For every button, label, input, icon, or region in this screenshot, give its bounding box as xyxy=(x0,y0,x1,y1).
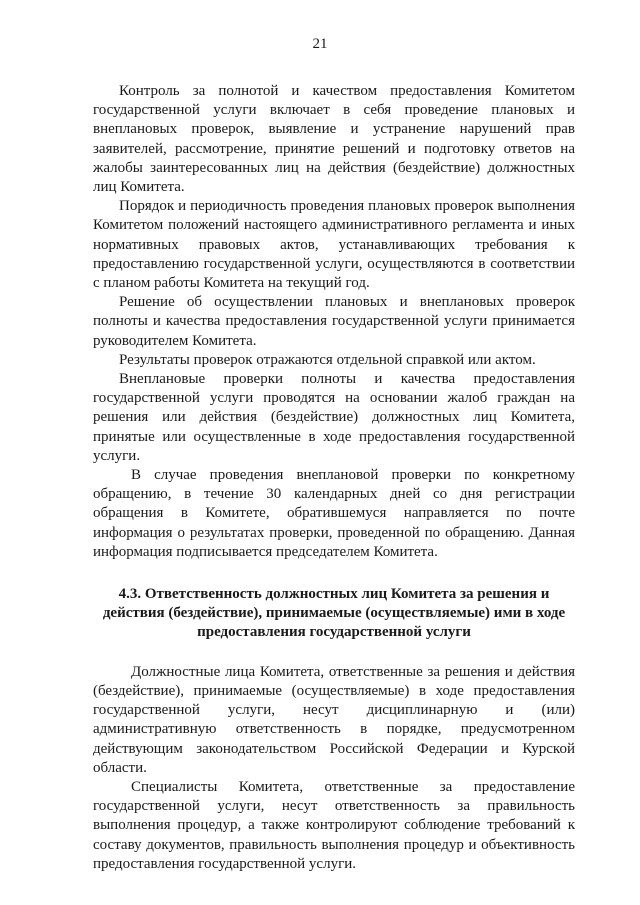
document-body xyxy=(93,82,575,874)
paragraph-unscheduled-inspections: Внеплановые проверки полноты и качества предоставления государственной услуги проводятся на основании жалоб граждан на решения или действия (бездействие) должностных лиц Комитета, принятые или осуществленные в ходе предоставления государственной услуги. xyxy=(93,371,575,464)
paragraph-officials-responsibility: Должностные лица Комитета, ответственные за решения и действия (бездействие), принимаемые (осуществляемые) в ходе предоставления государственной услуги, несут дисциплинарную и (или) административную ответственность в порядке, предусмотренном действующим законодательством Российской Федерации и Курской области. xyxy=(93,663,575,776)
section-heading-4-3: 4.3. Ответственность должностных лиц Комитета за решения и действия (бездействие), принимаемые (осуществляемые) ими в ходе предоставления государственной услуги xyxy=(102,586,566,641)
paragraph-inspection-results: Результаты проверок отражаются отдельной справкой или актом. xyxy=(119,351,536,368)
paragraph-control-scope: Контроль за полнотой и качеством предоставления Комитетом государственной услуги включает в себя проведение плановых и внеплановых проверок, выявление и устранение нарушений прав заявителей, рассмотрение, принятие решений и подготовку ответов на жалобы заинтересованных лиц на действия (бездействие) должностных лиц Комитета. xyxy=(93,83,575,196)
paragraph-inspection-decision: Решение об осуществлении плановых и внеплановых проверок полноты и качества предоставления государственной услуги принимается руководителем Комитета. xyxy=(93,294,575,349)
paragraph-specialists-responsibility: Специалисты Комитета, ответственные за предоставление государственной услуги, несут ответственность за правильность выполнения процедур, а также контролируют соблюдение требований к составу документов, правильность выполнения процедур и объективность предоставления государственной услуги. xyxy=(93,778,575,872)
paragraph-appeal-inspection: В случае проведения внеплановой проверки по конкретному обращению, в течение 30 календарных дней со дня регистрации обращения в Комитете, обратившемуся направляется по почте информация о результатах проверки, проведенной по обращению. Данная информация подписывается председателем Комитета. xyxy=(93,467,575,560)
paragraph-inspection-order: Порядок и периодичность проведения плановых проверок выполнения Комитетом положений настоящего административного регламента и иных нормативных правовых актов, устанавливающих требования к предоставлению государственной услуги, осуществляются в соответствии с планом работы Комитета на текущий год. xyxy=(93,198,575,292)
page-number: 21 xyxy=(312,36,328,52)
